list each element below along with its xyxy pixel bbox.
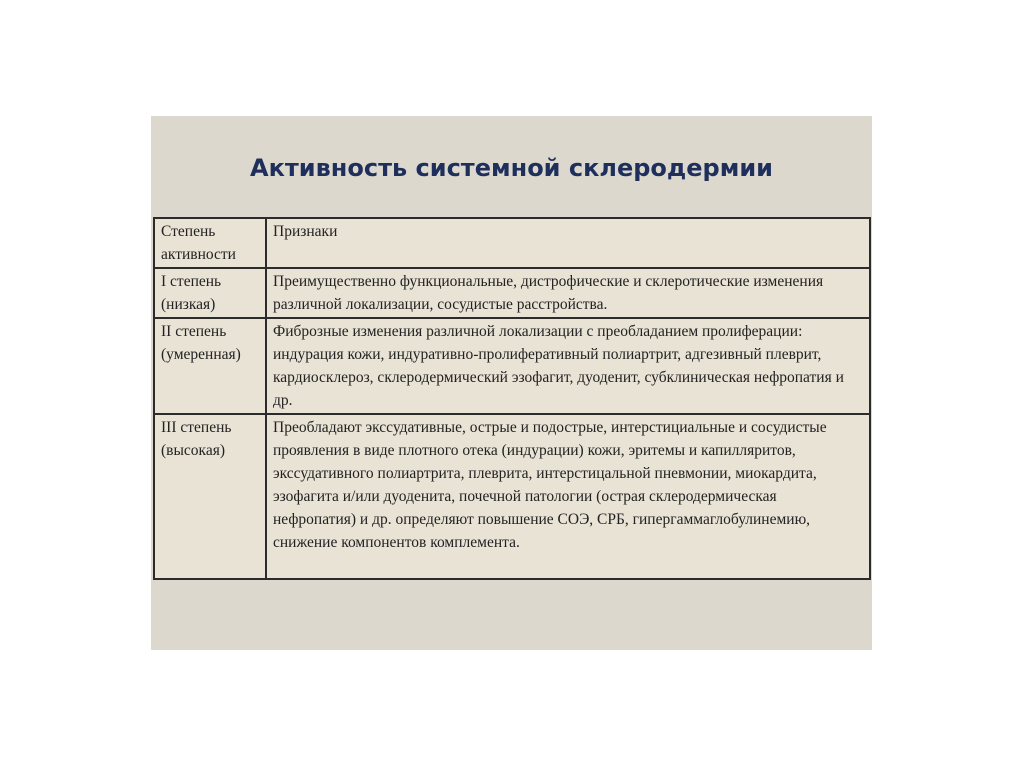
header-signs: Признаки: [266, 218, 870, 268]
table-row: [154, 318, 870, 414]
row-signs: Фиброзные изменения различной локализации с преобладанием пролиферации: индурация кожи, индуративно-пролиферативный полиартрит, адгезивный плеврит, кардиосклероз, склеродермический эзофагит, дуоденит, субклиническая нефропатия и др.: [266, 318, 870, 414]
table-row: [154, 268, 870, 318]
slide: [151, 116, 872, 650]
slide-title: Активность системной склеродермии: [250, 154, 773, 182]
table-row: [154, 414, 870, 579]
row-degree: III степень (высокая): [154, 414, 266, 579]
table-header-row: [154, 218, 870, 268]
header-degree: Степень активности: [154, 218, 266, 268]
row-signs: Преимущественно функциональные, дистрофические и склеротические изменения различной локализации, сосудистые расстройства.: [266, 268, 870, 318]
row-degree: I степень (низкая): [154, 268, 266, 318]
activity-table: [153, 217, 871, 580]
row-degree: II степень (умеренная): [154, 318, 266, 414]
row-signs: Преобладают экссудативные, острые и подострые, интерстициальные и сосудистые проявления в виде плотного отека (индурации) кожи, эритемы и капилляритов, экссудативного полиартрита, плеврита, интерстицальной пневмонии, миокардита, эзофагита и/или дуоденита, почечной патологии (острая склеродермическая нефропатия) и др. определяют повышение СОЭ, СРБ, гипергаммаглобулинемию, снижение компонентов комплемента.: [266, 414, 870, 579]
